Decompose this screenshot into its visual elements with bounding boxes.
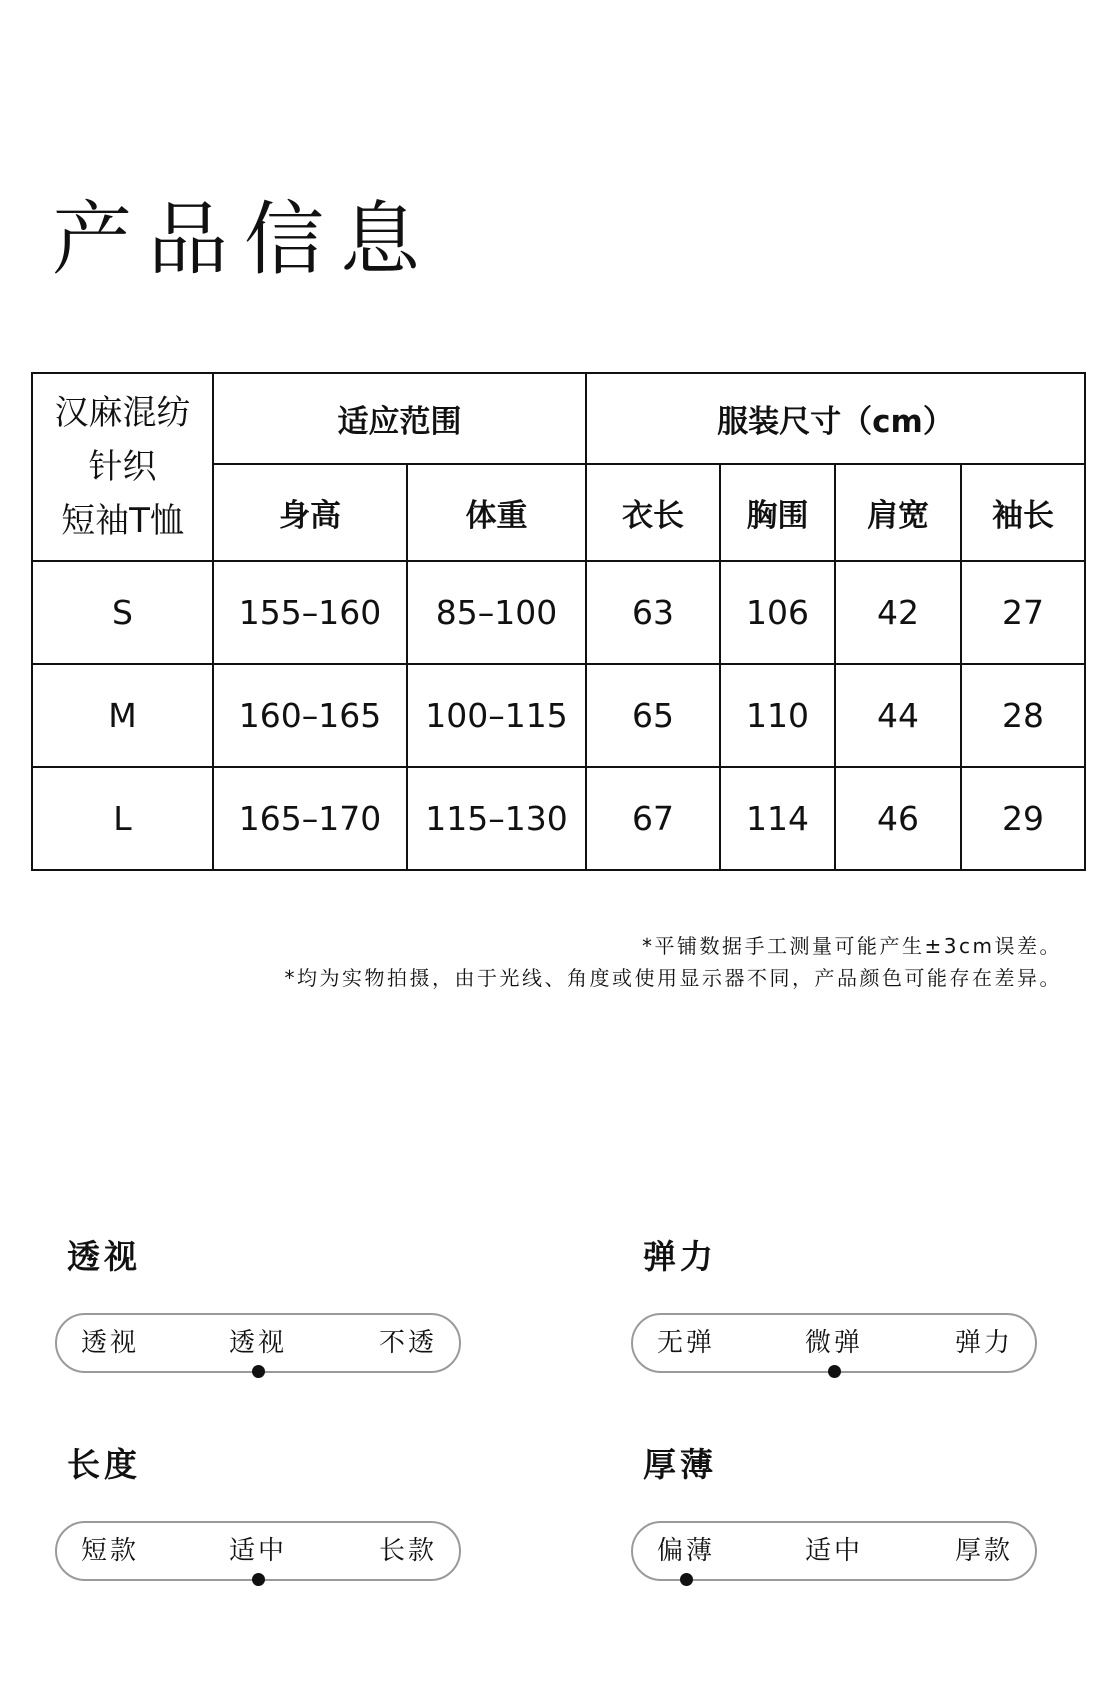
product-name-line: 汉麻混纺 [54, 393, 191, 433]
length-cell: 65 [586, 664, 720, 767]
weight-cell: 100–115 [407, 664, 586, 767]
scale-option: 弹力 [954, 1328, 1013, 1358]
column-header-shoulder: 肩宽 [835, 464, 961, 561]
page-title: 产品信息 [52, 193, 436, 286]
sleeve-cell: 28 [961, 664, 1085, 767]
shoulder-cell: 46 [835, 767, 961, 870]
table-row-m [32, 664, 1085, 767]
selected-indicator-dot [828, 1365, 841, 1378]
attribute-scale [631, 1313, 1037, 1373]
note-measurement-error: *平铺数据手工测量可能产生±3cm误差。 [642, 934, 1062, 958]
shoulder-cell: 44 [835, 664, 961, 767]
column-header-weight: 体重 [407, 464, 586, 561]
product-name-cell [32, 373, 213, 561]
attribute-elasticity [631, 1237, 1041, 1373]
attribute-label: 透视 [67, 1237, 141, 1276]
sleeve-cell: 29 [961, 767, 1085, 870]
height-cell: 160–165 [213, 664, 407, 767]
column-header-chest: 胸围 [720, 464, 835, 561]
selected-indicator-dot [680, 1573, 693, 1586]
size-cell: L [32, 767, 213, 870]
length-cell: 67 [586, 767, 720, 870]
chest-cell: 110 [720, 664, 835, 767]
column-header-length: 衣长 [586, 464, 720, 561]
height-cell: 165–170 [213, 767, 407, 870]
measurement-notes [285, 930, 1063, 994]
length-cell: 63 [586, 561, 720, 664]
scale-option: 长款 [378, 1536, 437, 1566]
scale-option: 透视 [81, 1328, 140, 1358]
scale-option: 偏薄 [657, 1536, 716, 1566]
selected-indicator-dot [252, 1365, 265, 1378]
table-row-l [32, 767, 1085, 870]
scale-option: 适中 [804, 1536, 864, 1566]
attribute-scale [55, 1521, 461, 1581]
scale-option: 微弹 [804, 1328, 864, 1358]
weight-cell: 85–100 [407, 561, 586, 664]
weight-cell: 115–130 [407, 767, 586, 870]
size-table [31, 372, 1086, 871]
height-cell: 155–160 [213, 561, 407, 664]
column-header-sleeve: 袖长 [961, 464, 1085, 561]
attribute-transparency [55, 1237, 465, 1373]
scale-option: 厚款 [954, 1536, 1013, 1566]
attribute-length [55, 1445, 465, 1581]
column-header-height: 身高 [213, 464, 407, 561]
size-cell: S [32, 561, 213, 664]
scale-option: 透视 [228, 1328, 288, 1358]
size-cell: M [32, 664, 213, 767]
attribute-label: 长度 [67, 1445, 141, 1484]
product-name-line: 短袖T恤 [61, 501, 184, 541]
attribute-label: 弹力 [643, 1237, 717, 1276]
scale-option: 适中 [228, 1536, 288, 1566]
scale-option: 无弹 [657, 1328, 716, 1358]
chest-cell: 114 [720, 767, 835, 870]
note-color-difference: *均为实物拍摄，由于光线、角度或使用显示器不同，产品颜色可能存在差异。 [284, 966, 1062, 990]
shoulder-cell: 42 [835, 561, 961, 664]
table-row-s [32, 561, 1085, 664]
attribute-scale [55, 1313, 461, 1373]
attribute-thickness [631, 1445, 1041, 1581]
table-header-row-1 [32, 373, 1085, 464]
product-name-line: 针织 [88, 447, 157, 487]
chest-cell: 106 [720, 561, 835, 664]
attribute-scale [631, 1521, 1037, 1581]
attribute-label: 厚薄 [643, 1445, 717, 1484]
sleeve-cell: 27 [961, 561, 1085, 664]
garment-size-header: 服装尺寸（cm） [586, 373, 1085, 464]
fit-range-header: 适应范围 [213, 373, 586, 464]
scale-option: 不透 [378, 1328, 437, 1358]
selected-indicator-dot [252, 1573, 265, 1586]
scale-option: 短款 [81, 1536, 140, 1566]
